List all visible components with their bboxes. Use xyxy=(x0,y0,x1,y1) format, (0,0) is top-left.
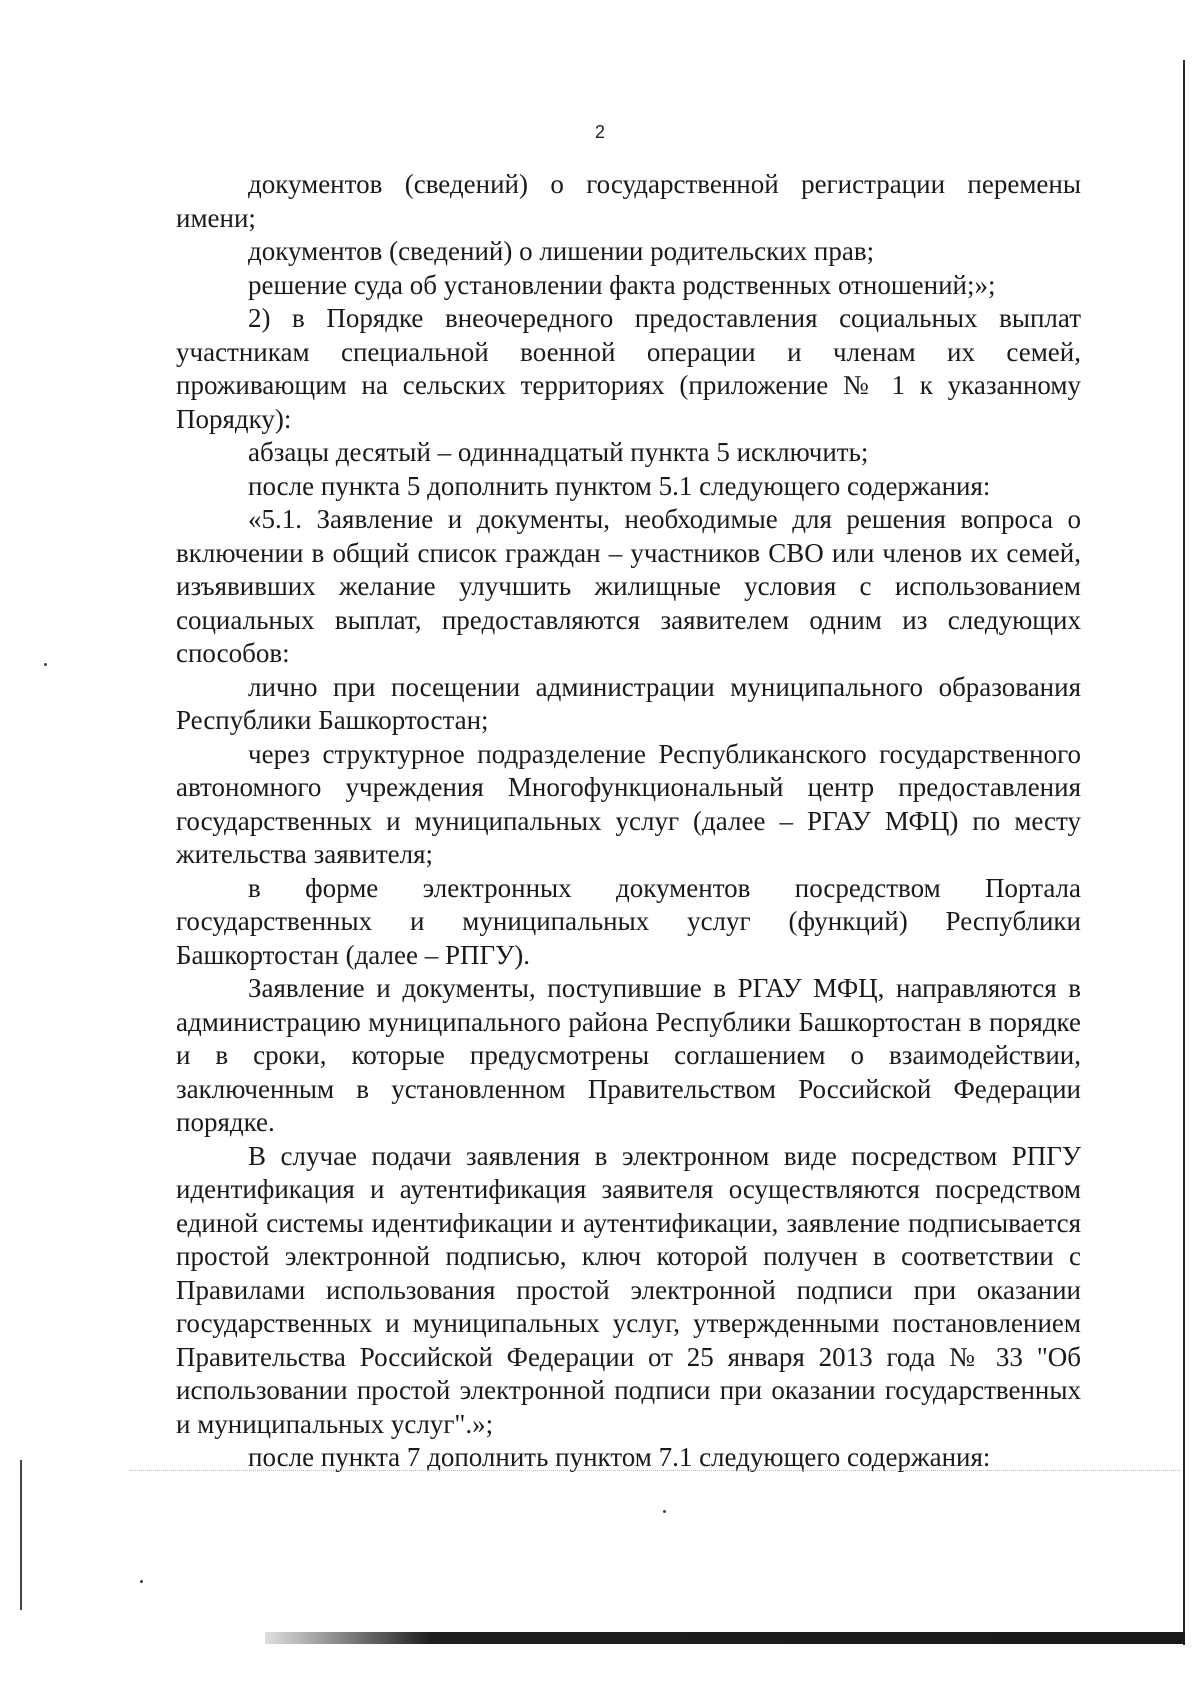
paragraph-10: в форме электронных документов посредством Портала государственных и муниципальных услуг (функций) Республики Башкортостан (далее – РПГУ). xyxy=(176,872,1081,970)
paragraph-5: абзацы десятый – одиннадцатый пункта 5 исключить; xyxy=(248,437,869,467)
scan-bottom-bar xyxy=(265,1632,1185,1644)
paragraph-1: документов (сведений) о государственной регистрации перемены имени; xyxy=(176,169,1081,233)
paragraph-11: Заявление и документы, поступившие в РГАУ МФЦ, направляются в администрацию муниципального района Республики Башкортостан в порядке и в сроки, которые предусмотрены соглашением о взаимодействии, заключенным в установленном Правительством Российской Федерации порядке. xyxy=(176,973,1081,1137)
scan-speck xyxy=(44,663,47,666)
scan-dotted-line xyxy=(130,1470,1180,1471)
paragraph-7: «5.1. Заявление и документы, необходимые для решения вопроса о включении в общий список граждан – участников СВО или членов их семей, изъявивших желание улучшить жилищные условия с использованием социальных выплат, предоставляются заявителем одним из следующих способов: xyxy=(176,504,1081,668)
paragraph-8: лично при посещении администрации муниципального образования Республики Башкортостан; xyxy=(176,671,1081,735)
document-body xyxy=(176,168,1081,1475)
page-number: 2 xyxy=(594,122,605,142)
scan-speck xyxy=(140,1580,143,1583)
paragraph-3: решение суда об установлении факта родственных отношений;»; xyxy=(248,269,996,300)
paragraph-4: 2) в Порядке внеочередного предоставления социальных выплат участникам специальной военной операции и членам их семей, проживающим на сельских территориях (приложение № 1 к указанному Порядку): xyxy=(176,303,1081,434)
scan-edge-right xyxy=(1183,60,1185,1645)
paragraph-9: через структурное подразделение Республиканского государственного автономного учреждения Многофункциональный центр предоставления государственных и муниципальных услуг (далее – РГАУ МФЦ) по месту жительства заявителя; xyxy=(176,738,1081,869)
scan-edge-left xyxy=(20,1460,22,1610)
paragraph-6: после пункта 5 дополнить пунктом 5.1 следующего содержания: xyxy=(248,470,991,501)
paragraph-2: документов (сведений) о лишении родительских прав; xyxy=(248,236,875,266)
scan-speck xyxy=(663,1510,666,1513)
paragraph-12: В случае подачи заявления в электронном виде посредством РПГУ идентификация и аутентификация заявителя осуществляются посредством единой системы идентификации и аутентификации, заявление подписывается простой электронной подписью, ключ которой получен в соответствии с Правилами использования простой электронной подписи при оказании государственных и муниципальных услуг, утвержденными постановлением Правительства Российской Федерации от 25 января 2013 года № 33 "Об использовании простой электронной подписи при оказании государственных и муниципальных услуг".»; xyxy=(176,1140,1081,1439)
paragraph-13: после пункта 7 дополнить пунктом 7.1 следующего содержания: xyxy=(248,1442,991,1472)
